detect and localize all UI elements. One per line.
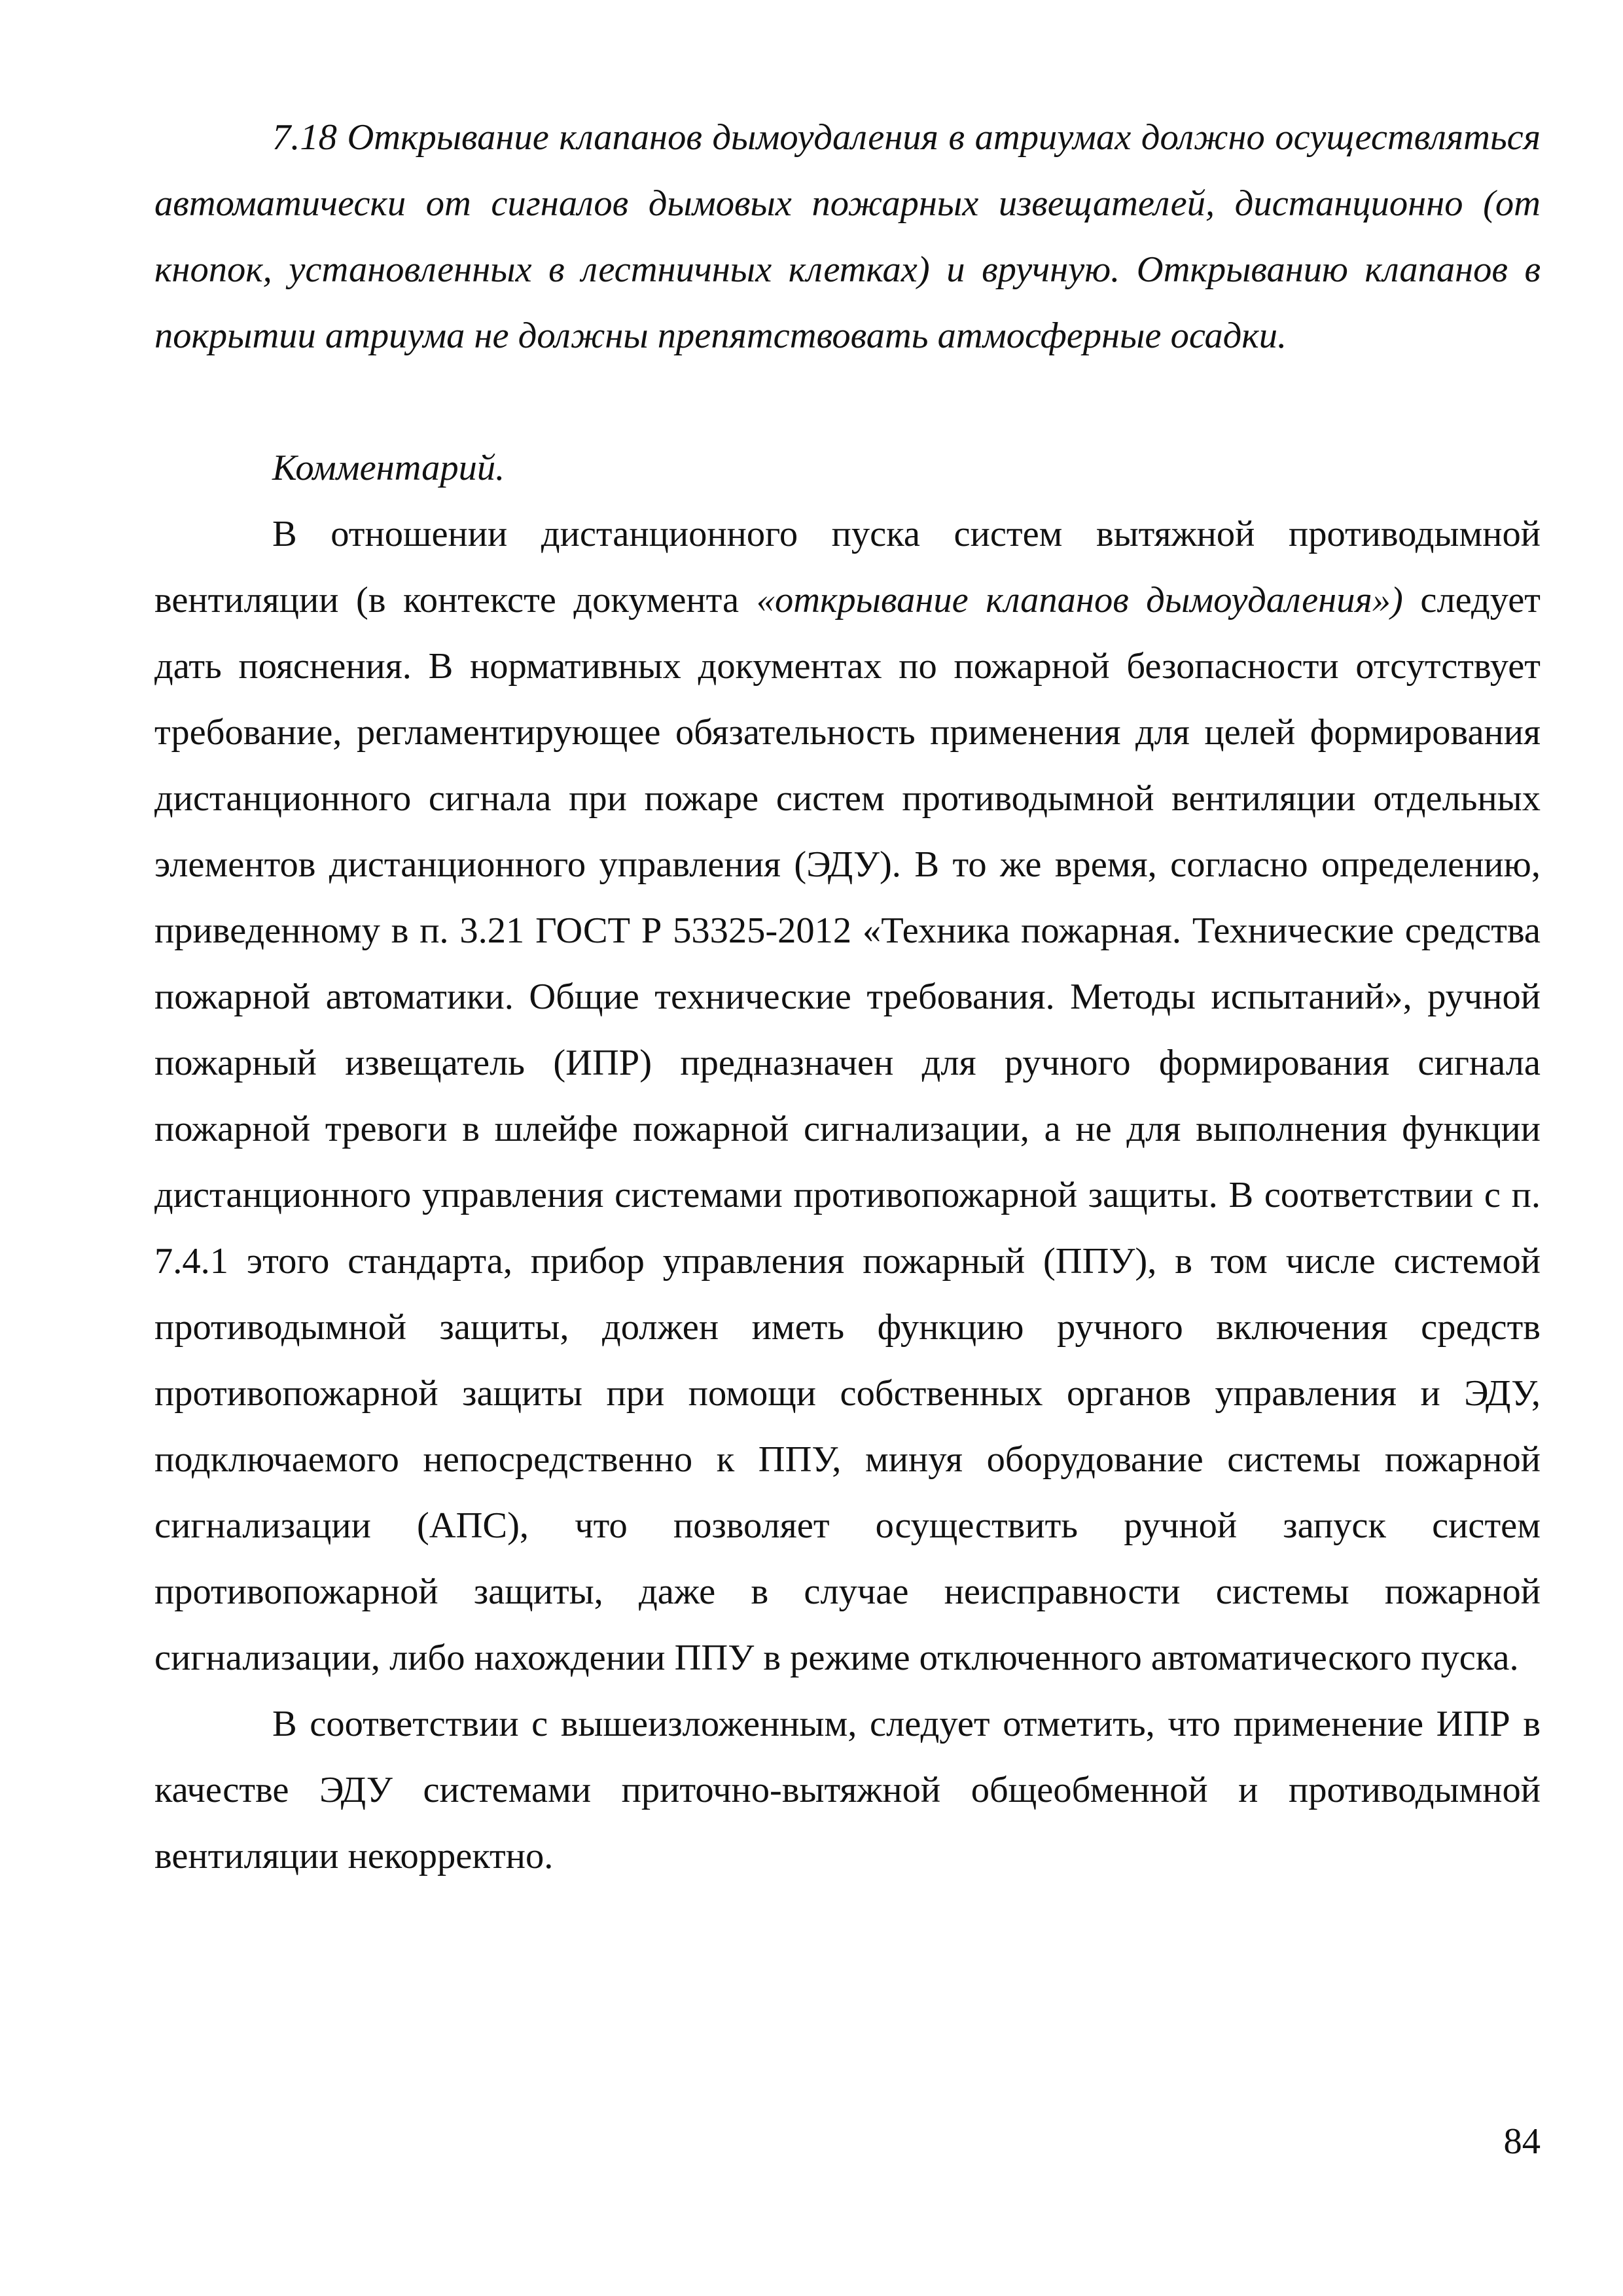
paragraph-text: В отношении дистанционного пуска систем вытяжной противодымной вентиляции (в контексте документа xyxy=(154,514,1541,620)
comment-paragraph-2: В соответствии с вышеизложенным, следует отметить, что применение ИПР в качестве ЭДУ системами приточно-вытяжной общеобменной и противодымной вентиляции некорректно. xyxy=(154,1704,1541,1876)
page-number: 84 xyxy=(1503,2121,1541,2162)
document-page xyxy=(154,105,1541,1890)
comment-paragraph-1 xyxy=(154,501,1541,1691)
spacer xyxy=(154,369,1541,435)
clause-7-18: 7.18 Открывание клапанов дымоудаления в атриумах должно осуществляться автоматически от сигналов дымовых пожарных извещателей, дистанционно (от кнопок, установленных в лестничных клетках) и вручную. Открыванию клапанов в покрытии атриума не должны препятствовать атмосферные осадки. xyxy=(154,117,1541,356)
paragraph-text: следует дать пояснения. В нормативных документах по пожарной безопасности отсутствует требование, регламентирующее обязательность применения для целей формирования дистанционного сигнала при пожаре систем противодымной вентиляции отдельных элементов дистанционного управления (ЭДУ). В то же время, согласно определению, приведенному в п. 3.21 ГОСТ Р 53325-2012 «Техника пожарная. Технические средства пожарной автоматики. Общие технические требования. Методы испытаний», ручной пожарный извещатель (ИПР) предназначен для ручного формирования сигнала пожарной тревоги в шлейфе пожарной сигнализации, а не для выполнения функции дистанционного управления системами противопожарной защиты. В соответствии с п. 7.4.1 этого стандарта, прибор управления пожарный (ППУ), в том числе системой противодымной защиты, должен иметь функцию ручного включения средств противопожарной защиты при помощи собственных органов управления и ЭДУ, подключаемого непосредственно к ППУ, минуя оборудование системы пожарной сигнализации (АПС), что позволяет осуществить ручной запуск систем противопожарной защиты, даже в случае неисправности системы пожарной сигнализации, либо нахождении ППУ в режиме отключенного автоматического пуска. xyxy=(154,580,1541,1678)
comment-heading: Комментарий. xyxy=(272,448,505,488)
quoted-term: «открывание клапанов дымоудаления») xyxy=(756,580,1403,620)
